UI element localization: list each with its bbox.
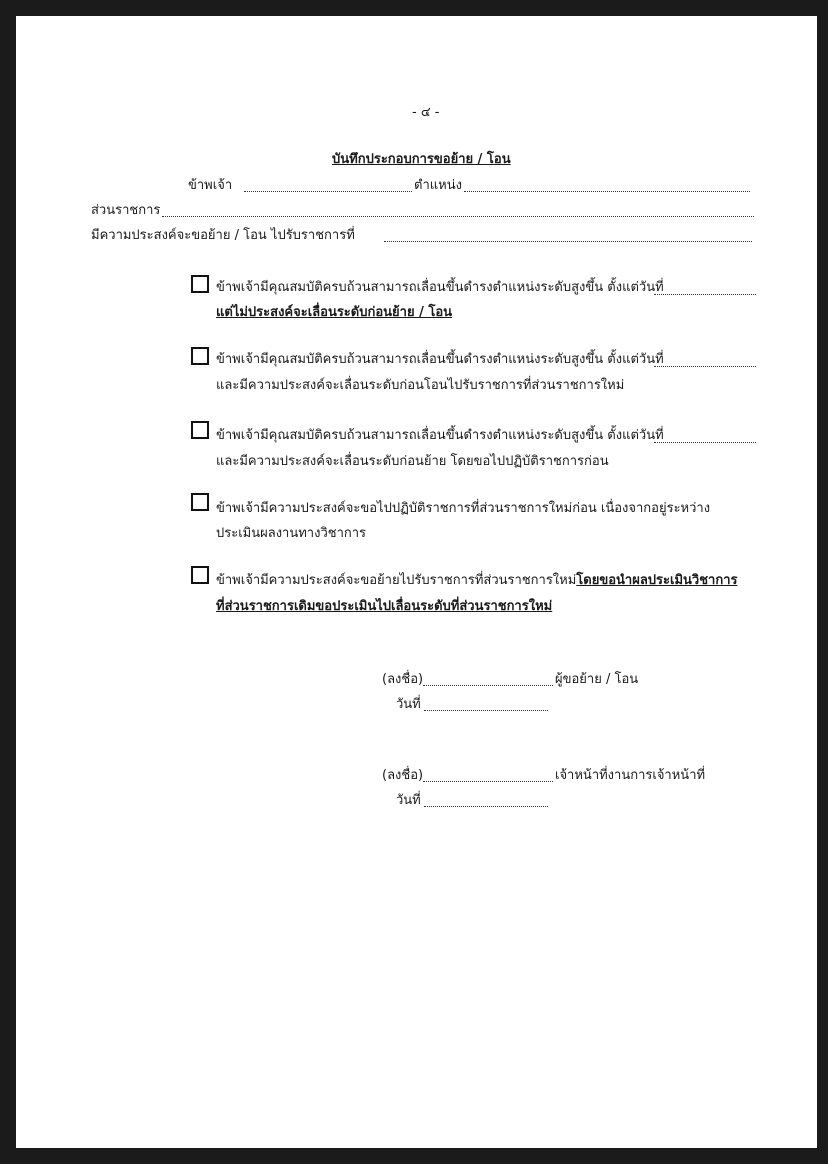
option-4-checkbox[interactable] [191, 493, 209, 511]
option-2-checkbox[interactable] [191, 347, 209, 365]
signature-2-date-field[interactable] [424, 806, 548, 807]
page-number: - ๔ - [412, 105, 440, 120]
option-1-text-2: แต่ไม่ประสงค์จะเลื่อนระดับก่อนย้าย / โอน [216, 305, 453, 320]
option-3-date-field[interactable] [654, 442, 756, 443]
option-2-text: ข้าพเจ้ามีคุณสมบัติครบถ้วนสามารถเลื่อนขึ้นดำรงตำแหน่งระดับสูงขึ้น ตั้งแต่วันที่ [216, 352, 664, 367]
signature-2-date-label: วันที่ [396, 793, 421, 808]
option-5-text-bold: โดยขอนำผลประเมินวิชาการ [576, 573, 738, 588]
option-5-text-2: ที่ส่วนราชการเดิมขอประเมินไปเลื่อนระดับที่ส่วนราชการใหม่ [216, 599, 553, 614]
option-1-date-field[interactable] [654, 294, 756, 295]
signature-1-field[interactable] [423, 685, 553, 686]
signature-2-label: (ลงชื่อ) [382, 768, 424, 783]
signature-1-date-label: วันที่ [396, 697, 421, 712]
option-3-text: ข้าพเจ้ามีคุณสมบัติครบถ้วนสามารถเลื่อนขึ้นดำรงตำแหน่งระดับสูงขึ้น ตั้งแต่วันที่ [216, 428, 664, 443]
option-1-checkbox[interactable] [191, 275, 209, 293]
intent-label: มีความประสงค์จะขอย้าย / โอน ไปรับราชการที่ [91, 228, 355, 243]
option-5-checkbox[interactable] [191, 566, 209, 584]
name-label: ข้าพเจ้า [188, 178, 233, 193]
signature-2-role: เจ้าหน้าที่งานการเจ้าหน้าที่ [555, 768, 706, 783]
option-3-checkbox[interactable] [191, 421, 209, 439]
position-label: ตำแหน่ง [414, 178, 462, 193]
agency-field[interactable] [162, 216, 754, 217]
option-5-text [216, 572, 738, 590]
option-2-date-field[interactable] [654, 366, 756, 367]
position-field[interactable] [464, 191, 750, 192]
option-4-text-2: ประเมินผลงานทางวิชาการ [216, 526, 367, 541]
signature-1-role: ผู้ขอย้าย / โอน [555, 672, 639, 687]
destination-field[interactable] [384, 241, 752, 242]
document-page [16, 16, 817, 1148]
signature-1-label: (ลงชื่อ) [382, 672, 424, 687]
option-4-text: ข้าพเจ้ามีความประสงค์จะขอไปปฏิบัติราชการที่ส่วนราชการใหม่ก่อน เนื่องจากอยู่ระหว่าง [216, 501, 711, 516]
form-title: บันทึกประกอบการขอย้าย / โอน [332, 152, 511, 167]
option-5-text-plain: ข้าพเจ้ามีความประสงค์จะขอย้ายไปรับราชการที่ส่วนราชการใหม่ [216, 573, 577, 588]
option-1-text: ข้าพเจ้ามีคุณสมบัติครบถ้วนสามารถเลื่อนขึ้นดำรงตำแหน่งระดับสูงขึ้น ตั้งแต่วันที่ [216, 280, 664, 295]
name-field[interactable] [244, 191, 412, 192]
option-3-text-2: และมีความประสงค์จะเลื่อนระดับก่อนย้าย โดยขอไปปฏิบัติราชการก่อน [216, 454, 609, 469]
signature-1-date-field[interactable] [424, 710, 548, 711]
agency-label: ส่วนราชการ [91, 203, 161, 218]
option-2-text-2: และมีความประสงค์จะเลื่อนระดับก่อนโอนไปรับราชการที่ส่วนราชการใหม่ [216, 378, 625, 393]
signature-2-field[interactable] [423, 781, 553, 782]
